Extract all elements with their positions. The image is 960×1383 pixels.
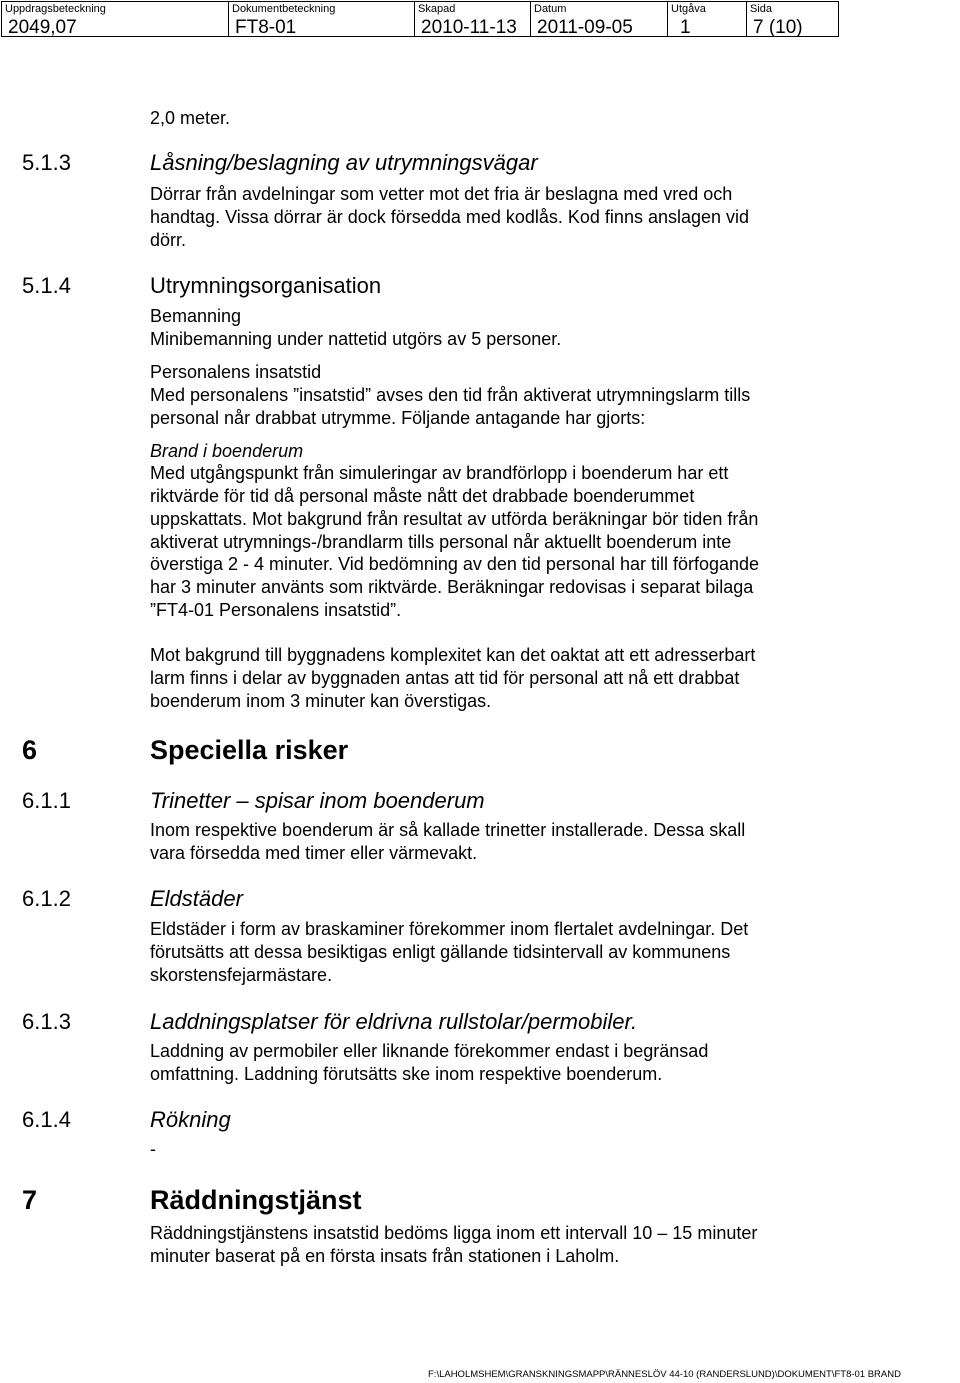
paragraph-line: omfattning. Laddning förutsätts ske inom respektive boenderum. xyxy=(150,1064,663,1084)
section-title: Eldstäder xyxy=(150,886,243,911)
header-cell-created xyxy=(414,2,530,36)
paragraph-line: Mot bakgrund till byggnadens komplexitet kan det oaktat att ett adresserbart xyxy=(150,645,756,665)
section-number: 6.1.4 xyxy=(22,1107,71,1132)
header-label: Utgåva xyxy=(671,3,706,15)
header-cell-date xyxy=(530,2,667,36)
section-number: 6.1.2 xyxy=(22,886,71,911)
paragraph-line: Eldstäder i form av braskaminer förekommer inom flertalet avdelningar. Det xyxy=(150,919,749,939)
section-number: 5.1.3 xyxy=(22,150,71,175)
section-number: 5.1.4 xyxy=(22,273,71,298)
paragraph-line: Räddningstjänstens insatstid bedöms ligga inom ett intervall 10 – 15 minuter xyxy=(150,1223,758,1243)
section-title: Låsning/beslagning av utrymningsvägar xyxy=(150,150,538,175)
paragraph-line: personal når drabbat utrymme. Följande antagande har gjorts: xyxy=(150,408,646,428)
header-label: Sida xyxy=(750,3,773,15)
section-title: Utrymningsorganisation xyxy=(150,273,382,298)
footer-file-path: F:\LAHOLMSHEM\GRANSKNINGSMAPP\RÄNNESLÖV 44-10 (RANDERSLUND)\DOKUMENT\FT8-01 BRAND xyxy=(428,1369,901,1380)
header-value: 2049,07 xyxy=(8,17,77,38)
paragraph-line: Minibemanning under nattetid utgörs av 5 personer. xyxy=(150,329,562,349)
header-value: 2010-11-13 xyxy=(421,17,517,38)
header-cell-document-id xyxy=(228,2,414,36)
subheading: Bemanning xyxy=(150,306,242,326)
paragraph-line: Med personalens ”insatstid” avses den tid från aktiverat utrymningslarm tills xyxy=(150,385,751,405)
header-value: 2011-09-05 xyxy=(537,17,633,38)
paragraph-line: Med utgångspunkt från simuleringar av brandförlopp i boenderum har ett xyxy=(150,463,729,483)
chapter-title: Speciella risker xyxy=(150,735,349,765)
paragraph-line: dörr. xyxy=(150,230,187,250)
paragraph-line: Laddning av permobiler eller liknande förekommer endast i begränsad xyxy=(150,1041,709,1061)
header-value: 7 (10) xyxy=(753,17,803,38)
paragraph-line: boenderum inom 3 minuter kan överstigas. xyxy=(150,691,492,711)
subheading: Brand i boenderum xyxy=(150,441,304,461)
section-number: 6.1.3 xyxy=(22,1009,71,1034)
chapter-number: 7 xyxy=(22,1185,38,1215)
header-cell-page xyxy=(746,2,838,36)
header-label: Uppdragsbeteckning xyxy=(5,3,106,15)
header-label: Dokumentbeteckning xyxy=(232,3,336,15)
paragraph-line: riktvärde för tid då personal måste nått det drabbade boenderummet xyxy=(150,486,695,506)
paragraph-line: minuter baserat på en första insats från stationen i Laholm. xyxy=(150,1246,620,1266)
intro-text: 2,0 meter. xyxy=(150,108,231,128)
header-cell-assignment xyxy=(2,2,228,36)
header-value: 1 xyxy=(680,17,691,38)
section-number: 6.1.1 xyxy=(22,788,71,813)
paragraph-line: har 3 minuter använts som riktvärde. Beräkningar redovisas i separat bilaga xyxy=(150,577,754,597)
subheading: Personalens insatstid xyxy=(150,362,322,382)
paragraph-line: vara försedda med timer eller värmevakt. xyxy=(150,843,478,863)
section-title: Laddningsplatser för eldrivna rullstolar/permobiler. xyxy=(150,1009,638,1034)
document-header-table xyxy=(1,1,839,37)
chapter-title: Räddningstjänst xyxy=(150,1185,362,1215)
paragraph-line: ”FT4-01 Personalens insatstid”. xyxy=(150,600,402,620)
paragraph-line: förutsätts att dessa besiktigas enligt gällande tidsintervall av kommunens xyxy=(150,942,731,962)
paragraph-line: aktiverat utrymnings-/brandlarm tills personal når aktuellt boenderum inte xyxy=(150,532,732,552)
header-label: Skapad xyxy=(418,3,456,15)
paragraph-line: larm finns i delar av byggnaden antas att tid för personal att nå ett drabbat xyxy=(150,668,740,688)
paragraph-line: handtag. Vissa dörrar är dock försedda med kodlås. Kod finns anslagen vid xyxy=(150,207,750,227)
paragraph-line: överstiga 2 - 4 minuter. Vid bedömning av den tid personal har till förfogande xyxy=(150,554,760,574)
section-title: Trinetter – spisar inom boenderum xyxy=(150,788,485,813)
paragraph-line: Dörrar från avdelningar som vetter mot det fria är beslagna med vred och xyxy=(150,184,733,204)
header-label: Datum xyxy=(534,3,567,15)
paragraph-line: Inom respektive boenderum är så kallade trinetter installerade. Dessa skall xyxy=(150,820,746,840)
chapter-number: 6 xyxy=(22,735,38,765)
paragraph-line: skorstensfejarmästare. xyxy=(150,965,333,985)
header-cell-edition xyxy=(667,2,746,36)
paragraph-line: uppskattats. Mot bakgrund från resultat av utförda beräkningar bör tiden från xyxy=(150,509,759,529)
header-value: FT8-01 xyxy=(235,17,297,38)
section-title: Rökning xyxy=(150,1107,231,1132)
paragraph-line: - xyxy=(150,1139,156,1159)
